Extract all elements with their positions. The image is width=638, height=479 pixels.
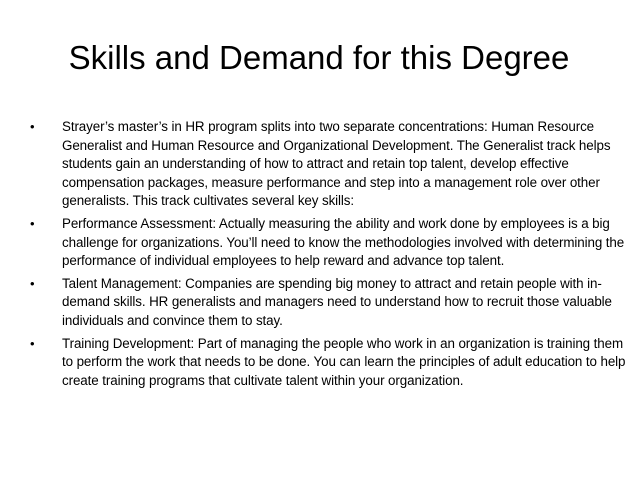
bullet-icon: • (30, 335, 35, 351)
bullet-item (30, 118, 628, 211)
bullet-text: Training Development: Part of managing the people who work in an organization is training them to perform the work that needs to be done. You can learn the principles of adult education to help create training programs that cultivate talent within your organization. (62, 335, 626, 388)
bullet-text: Strayer’s master’s in HR program splits into two separate concentrations: Human Resource Generalist and Human Resource and Organizational Development. The Generalist track helps students gain an understanding of how to attract and retain top talent, develop effective compensation packages, measure performance and step into a management role over other generalists. This track cultivates several key skills: (62, 119, 611, 209)
bullet-item (30, 335, 628, 391)
bullet-text: Performance Assessment: Actually measuring the ability and work done by employees is a big challenge for organizations. You’ll need to know the methodologies involved with determining the performance of individual employees to help reward and advance top talent. (62, 215, 625, 269)
bullet-icon: • (30, 215, 35, 231)
bullet-item (30, 275, 628, 331)
bullet-icon: • (30, 119, 35, 134)
bullet-item (30, 215, 628, 271)
bullet-list (30, 118, 628, 394)
bullet-icon: • (30, 275, 35, 291)
slide-title: Skills and Demand for this Degree (68, 39, 570, 76)
bullet-text: Talent Management: Companies are spending big money to attract and retain people with in-demand skills. HR generalists and managers need to understand how to recruit those valuable individuals and convince them to stay. (62, 275, 612, 328)
